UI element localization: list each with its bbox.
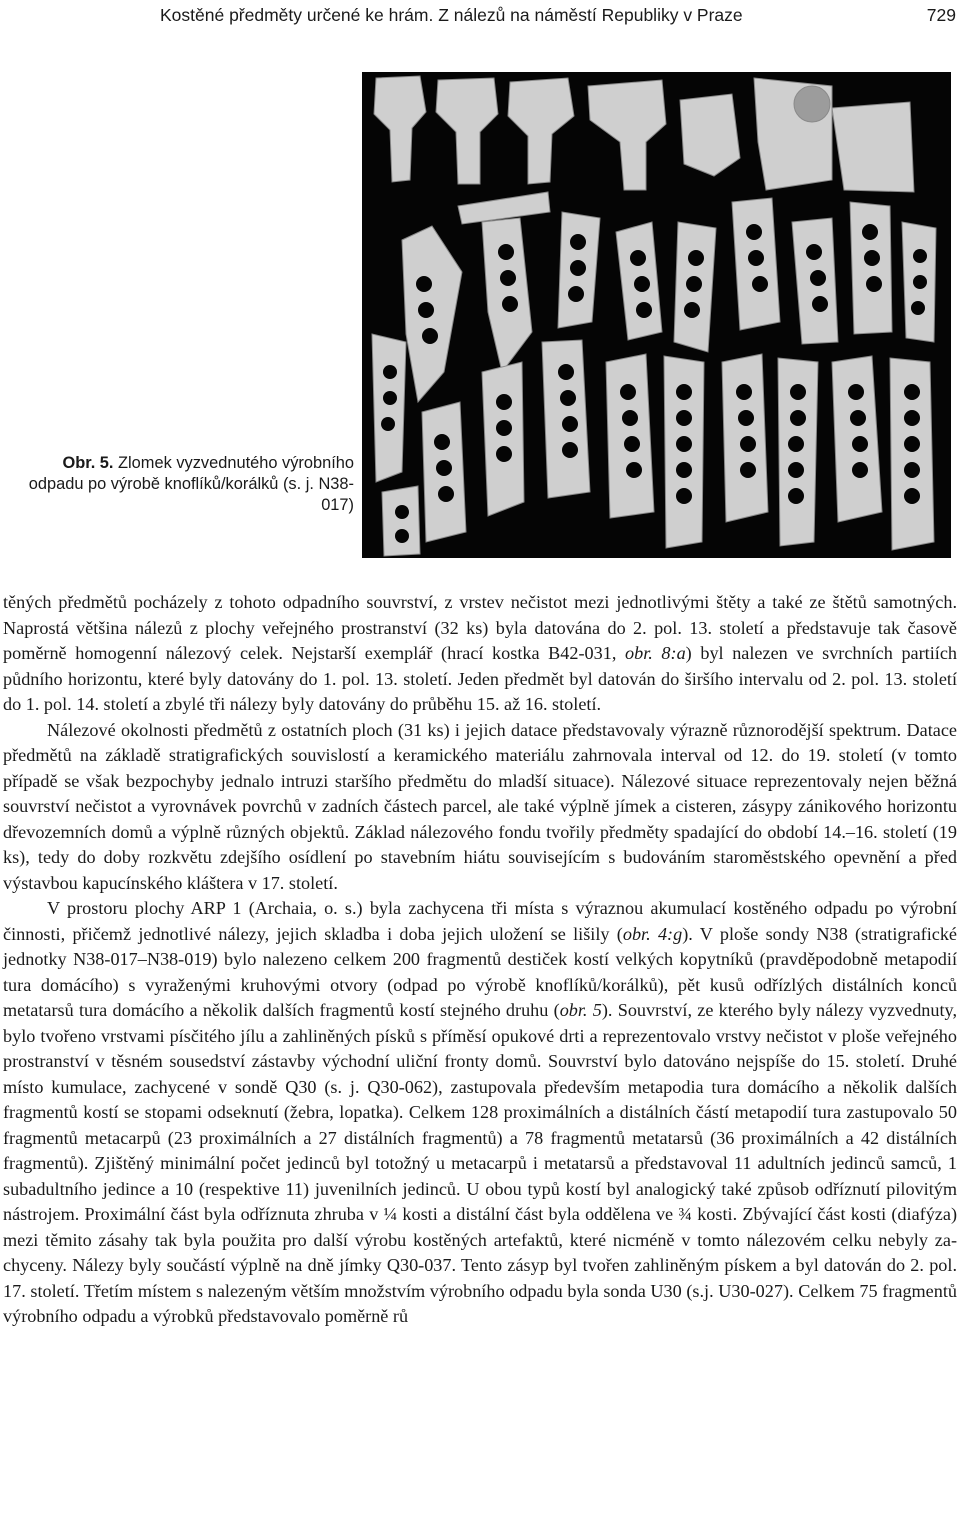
figure-ref: obr. 4:g [622,923,683,944]
figure-ref: obr. 5 [559,1000,602,1020]
page-header [0,0,960,30]
paragraph-3: V prostoru plochy ARP 1 (Archaia, o. s.) byla zachycena tři místa s výraznou akumulací kostěného odpadu po výrobní činnosti, přičemž jednotlivé nálezy, jejich skladba i doba jejich uložení se lišily (obr. 4:g). V ploše sondy N38 (stratigrafické jednotky N38-017–N38-019) bylo nalezeno celkem 200 fragmentů destiček kostí velkých kopytníků (pravděpodobně metapodií tura domácího) s vyraženými kruhovými otvory (odpad po výrobě knoflíků/korálků), pět kusů odřízlých distálních konců metatarsů tura domácího a několik dalších fragmentů kostí stejného druhu (obr. 5). Souvrství, ze kterého byly nálezy vyzvednuty, bylo tvořeno vrstvami písčitého jílu a zahliněných písků s příměsí opukové drti a reprezentovalo vrstvy nečistot v ploše veřejného prostranství v těsném sousedství zástavby východní uliční fronty domů. Souvrství bylo datováno nejspíše do 15. století. Druhé místo kumulace, zachycené v sondě Q30 (s. j. Q30-062), zastupovala především metapodia tura domácího a několik dalších fragmentů kostí se stopami odseknutí (žebra, lopatka). Celkem 128 proximálních a distálních částí metapodií tura zastupovalo 50 fragmentů metacarpů (23 proximálních a 27 distálních fragmentů) a 78 fragmentů metatarsů (36 proximálních a 42 distálních fragmentů). Zjištěný minimální počet jedinců byl totožný u metacarpů i metatarsů a představoval 11 adultních jedinců samců, 1 subadultního jedince a 10 (respektive 11) juvenilních jedinců. U obou typů kostí byl analogický také způsob odříznutí pilovitým nástrojem. Proximální část byla odříznuta zhruba v ¼ kosti a distální část byla oddělena ve ¾ kosti. Zbývající část kosti (diafýza) mezi těmito zásahy tak byla použita pro další výrobu kostěných artefaktů, které nicméně v tomto nálezovém celku nebyly zachyceny. Nálezy byly součástí výplně na dně jímky Q30-037. Tento zásyp byl tvořen zahliněným pískem a byl datován do 2. pol. 17. století. Třetím místem s nalezeným větším množstvím výrobního odpadu byla sonda U30 (s.j. U30-027). Celkem 75 fragmentů výrobního odpadu a výrobků představovalo poměrně rů [3,898,957,1326]
figure-ref: obr. 8:a [625,643,686,663]
paragraph-1: těných předmětů pocházely z tohoto odpadního souvrství, z vrstev nečistot mezi jednotlivými štěty a také ze štětů samotných. Naprostá většina nálezů z plochy veřejného prostranství (32 ks) byla datována do 2. pol. 13. století a představuje tak časově poměrně homogenní nálezový celek. Nejstarší exemplář (hrací kostka B42-031, obr. 8:a) byl nalezen ve svrchních partiích půdního horizontu, které byly datovány do 1. pol. 13. století. Jeden předmět byl datován do širšího intervalu od 2. pol. 13. století do 1. pol. 14. století a zbylé tři nálezy byly datovány do průběhu 15. až 16. století. [3,592,958,714]
article-body [3,590,957,1330]
bone-waste-photo [362,72,951,558]
caption-label: Obr. 5. [62,454,114,472]
paragraph-2: Nálezové okolnosti předmětů z ostatních ploch (31 ks) i jejich datace představovaly výrazně různorodější spektrum. Datace předmětů na základě stratigrafických souvislostí a keramického materiálu zahrnovala interval od 12. do 19. století (v tomto případě se však bezpochyby jednalo intruzi staršího předmětu do mladší situace). Nálezové situace reprezentovaly nejen běžná souvrství nečistot a vyrovnávek povrchů v zadních částech parcel, ale také výplně jímek a cisteren, zásypy zánikového horizontu dřevozemních domů a výplně různých objektů. Základ nálezového fondu tvořily předměty spadající do období 14.–16. století (19 ks), tedy do doby rozkvětu zdejšího osídlení po stavebním hiátu souvisejícím s budováním staroměstského opevnění a před výstavbou kapucínského kláštera v 17. století. [3,719,957,893]
running-title: Kostěné předměty určené ke hrám. Z nálezů na náměstí Republiky v Praze [160,5,743,25]
figure-photo [362,72,951,558]
caption-text: Zlomek vyzvednutého výrobního odpadu po výrobě knoflíků/korálků (s. j. N38-017) [28,454,354,514]
figure-caption [14,453,354,516]
page-number: 729 [926,5,956,25]
